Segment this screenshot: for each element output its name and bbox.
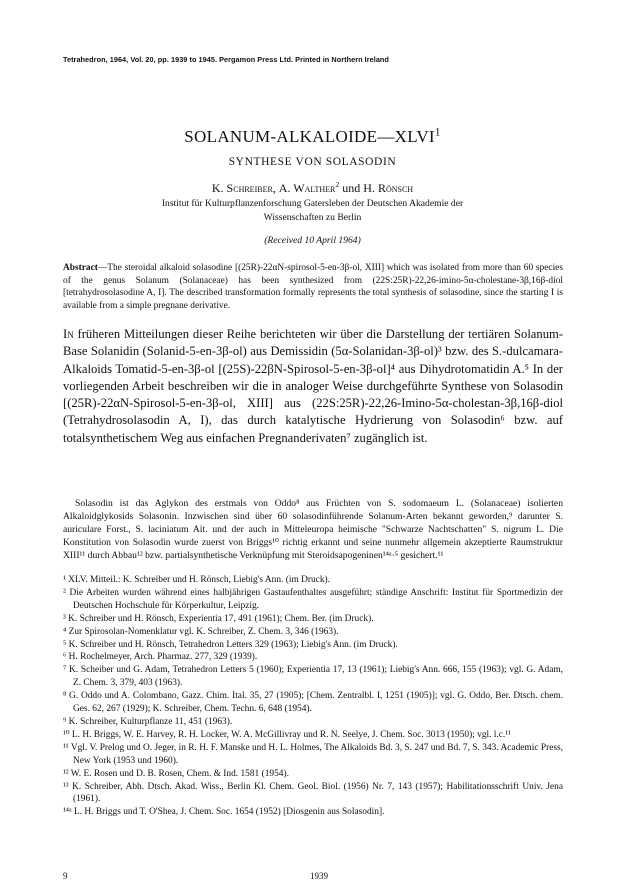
abstract-text: —The steroidal alkaloid solasodine [(25R)-22αN-spirosol-5-en-3β-ol, XIII] which was isolated from more than 60 species of the genus Solanum (Solanaceae) has been synthesized from (22S:25R)-22,26-imino-5α-cholestane-3β,16β-diol [tetrahydrosolasodine A, I]. The described transformation formally represents the total synthesis of solasodine, since the starting I is available from a simple pregnane derivative. bbox=[63, 263, 563, 312]
footnotes bbox=[63, 574, 563, 819]
footnote: ⁴ Zur Spirosolan-Nomenklatur vgl. K. Schreiber, Z. Chem. 3, 346 (1963). bbox=[63, 626, 339, 637]
title-footnote-marker: 1 bbox=[434, 126, 441, 139]
footnote: ³ K. Schreiber und H. Rönsch, Experientia 17, 491 (1961); Chem. Ber. (im Druck). bbox=[63, 613, 374, 624]
footnote: ⁹ K. Schreiber, Kulturpflanze 11, 451 (1963). bbox=[63, 716, 233, 727]
author-2-footnote-marker: 2 bbox=[335, 180, 340, 189]
received-date: (Received 10 April 1964) bbox=[264, 235, 361, 246]
footnote: ¹² W. E. Rosen und D. B. Rosen, Chem. & Ind. 1581 (1954). bbox=[63, 768, 289, 779]
author-1: K. Schreiber bbox=[211, 181, 273, 195]
author-2: A. Walther bbox=[278, 181, 336, 195]
affiliation-line-1: Institut für Kulturpflanzenforschung Gatersleben der Deutschen Akademie der bbox=[161, 198, 464, 209]
author-3: H. Rönsch bbox=[363, 181, 414, 195]
signature-mark: 9 bbox=[63, 871, 68, 881]
affiliation-line-2: Wissenschaften zu Berlin bbox=[263, 211, 362, 223]
article-title bbox=[0, 127, 625, 147]
footnote: ² Die Arbeiten wurden während eines halbjährigen Gastaufenthaltes ausgeführt; ständige Anschrift: Institut für Sportmedizin der Deutschen Hochschule für Körperkultur, Leipzig. bbox=[63, 587, 563, 611]
footnote: ¹⁴ᵃ L. H. Briggs und T. O'Shea, J. Chem. Soc. 1654 (1952) [Diosgenin aus Solasodin]. bbox=[63, 807, 385, 818]
intro-lead-word: In bbox=[63, 327, 74, 341]
title-text: SOLANUM-ALKALOIDE—XLVI bbox=[184, 127, 435, 146]
author-line: K. Schreiber, A. Walther$^2$ und H. Rönsch bbox=[211, 180, 414, 195]
journal-header: Tetrahedron, 1964, Vol. 20, pp. 1939 to 1945. Pergamon Press Ltd. Printed in Northern Ireland bbox=[63, 55, 389, 64]
intro-paragraph bbox=[63, 326, 563, 447]
footnote: ¹³ K. Schreiber, Abh. Dtsch. Akad. Wiss., Berlin Kl. Chem. Geol. Biol. (1956) Nr. 7, 143 (1957); Habilitationsschrift Univ. Jena (1961). bbox=[63, 781, 563, 805]
footnote: ¹¹ Vgl. V. Prelog und O. Jeger, in R. H. F. Manske und H. L. Holmes, The Alkaloids Bd. 3, S. 247 und Bd. 7, S. 343. Academic Press, New York (1953 und 1960). bbox=[63, 742, 563, 766]
footnote: ⁷ K. Scheiber und G. Adam, Tetrahedron Letters 5 (1960); Experientia 17, 13 (1961); Liebig's Ann. 666, 155 (1963); vgl. G. Adam, Z. Chem. 3, 379, 403 (1963). bbox=[63, 665, 563, 689]
affiliation bbox=[0, 197, 625, 224]
article-subtitle: SYNTHESE VON SOLASODIN bbox=[228, 156, 397, 168]
footnote: ¹ XLV. Mitteil.: K. Schreiber und H. Rönsch, Liebig's Ann. (im Druck). bbox=[63, 575, 330, 585]
footnote: ⁵ K. Schreiber und H. Rönsch, Tetrahedron Letters 329 (1963); Liebig's Ann. (im Druck). bbox=[63, 639, 398, 650]
abstract-label: Abstract bbox=[63, 263, 98, 273]
footnote: ⁶ H. Rochelmeyer, Arch. Pharmaz. 277, 329 (1939). bbox=[63, 652, 258, 663]
footnote: ¹⁰ L. H. Briggs, W. E. Harvey, R. H. Locker, W. A. McGillivray und R. N. Seelye, J. Chem. Soc. 3013 (1950); vgl. l.c.¹¹ bbox=[63, 729, 511, 740]
abstract bbox=[63, 262, 563, 313]
page-number: 1939 bbox=[310, 871, 328, 881]
author-conjunction: und bbox=[339, 181, 364, 195]
body-paragraph: Solasodin ist das Aglykon des erstmals von Oddo⁸ aus Früchten von S. sodomaeum L. (Solanaceae) isolierten Alkaloidglykosids Solasonin. Inzwischen sind über 60 solasodinführende Solanum-Arten bekannt geworden,⁹ darunter S. auriculare Forst., S. laciniatum Ait. und der auch in Mitteleuropa heimische "Schwarze Nachtschatten" S. nigrum L. Die Konstitution von Solasodin wurde zuerst von Briggs¹⁰ richtig erkannt und seine nunmehr allgemein akzeptierte Raumstruktur XIII¹¹ durch Abbau¹² bzw. partialsynthetische Verknüpfung mit Steroidsapogeninen¹⁴ᵃ·⁵ gesichert.¹¹ bbox=[63, 498, 563, 562]
intro-text: früheren Mitteilungen dieser Reihe berichteten wir über die Darstellung der tertiären Solanum-Base Solanidin (Solanid-5-en-3β-ol) aus Demissidin (5α-Solanidan-3β-ol)³ bzw. des S.-dulcamara-Alkaloids Tomatid-5-en-3β-ol [(25S)-22βN-Spirosol-5-en-3β-ol]⁴ aus Dihydrotomatidin A.⁵ In der vorliegenden Arbeit beschreiben wir die in analoger Weise durchgeführte Synthese von Solasodin [(25R)-22αN-Spirosol-5-en-3β-ol, XIII] aus (22S:25R)-22,26-Imino-5α-cholestan-3β,16β-diol (Tetrahydrosolasodin A, I), das durch katalytische Hydrierung von Solasodin⁶ bzw. auf totalsynthetischem Weg aus einfachen Pregnanderivaten⁷ zugänglich ist. bbox=[63, 327, 563, 445]
footnote: ⁸ G. Oddo und A. Colombano, Gazz. Chim. Ital. 35, 27 (1905); [Chem. Zentralbl. I, 1251 (1905)]; vgl. G. Oddo, Ber. Dtsch. chem. Ges. 62, 267 (1929); K. Schreiber, Chem. Techn. 6, 648 (1954). bbox=[63, 691, 563, 715]
